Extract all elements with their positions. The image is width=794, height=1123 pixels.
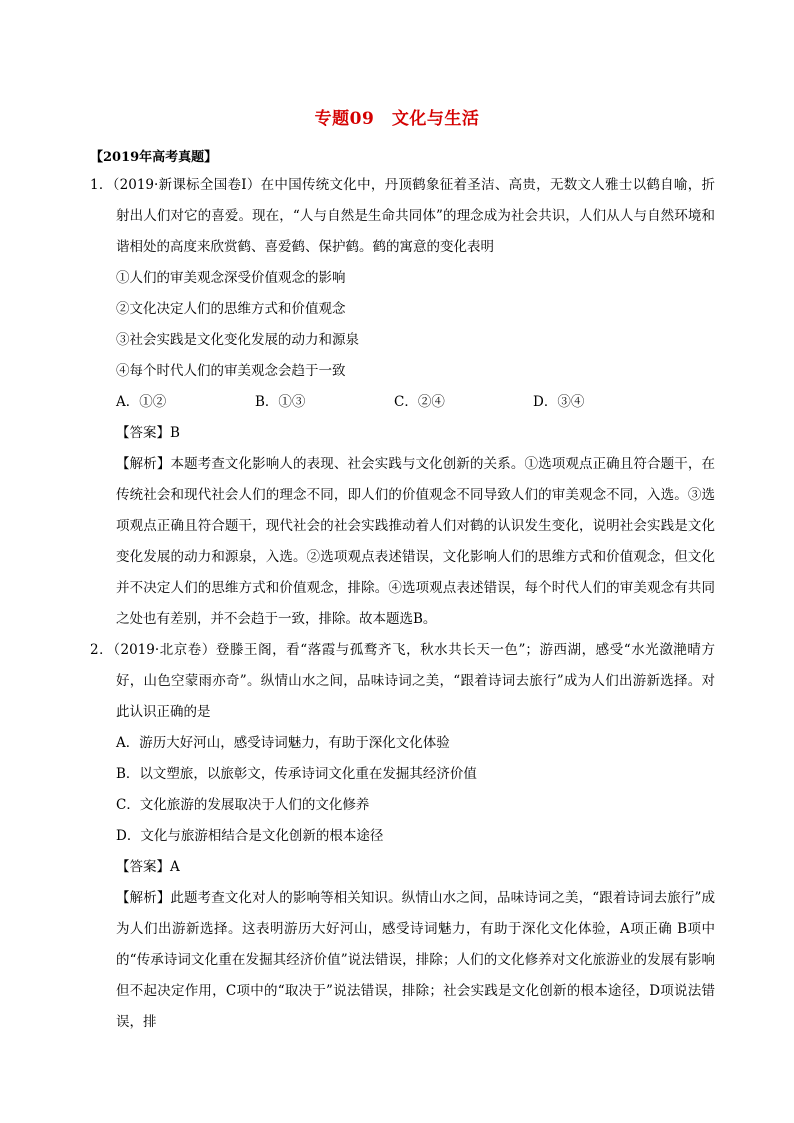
question-2 [90, 635, 715, 1038]
choice-a: A．①② [116, 394, 167, 410]
question-2-analysis: 【解析】此题考查文化对人的影响等相关知识。纵情山水之间，品味诗词之美，“跟着诗词去旅行”成为人们出游新选择。这表明游历大好河山，感受诗词魅力，有助于深化文化体验，A项正确 B项中的“传承诗词文化重在发掘其经济价值”说法错误，排除；人们的文化修养对文化旅游业的发展有影响但不起决定作用，C项中的“取决于”说法错误，排除；社会实践是文化创新的根本途径，D项说法错误，排 [116, 890, 715, 1030]
question-2-stem: 2．（2019·北京卷）登滕王阁，看“落霞与孤鹜齐飞，秋水共长天一色”；游西湖，感受“水光潋滟晴方好，山色空蒙雨亦奇”。纵情山水之间，品味诗词之美，“跟着诗词去旅行”成为人们出游新选择。对此认识正确的是 [90, 642, 715, 720]
question-1-item: ②文化决定人们的思维方式和价值观念 [116, 301, 346, 317]
question-1-item: ③社会实践是文化变化发展的动力和源泉 [116, 332, 359, 348]
question-1-items [90, 263, 715, 449]
question-1-item: ④每个时代人们的审美观念会趋于一致 [116, 363, 346, 379]
question-1-answer: 【答案】B [116, 425, 180, 441]
section-label: 【2019年高考真题】 [90, 150, 218, 165]
choice-d: D．③④ [533, 394, 585, 410]
question-1-item: ①人们的审美观念深受价值观念的影响 [116, 270, 346, 286]
question-2-option: C．文化旅游的发展取决于人们的文化修养 [116, 797, 370, 813]
question-2-option: A．游历大好河山，感受诗词魅力，有助于深化文化体验 [116, 735, 450, 751]
question-2-answer: 【答案】A [116, 859, 180, 875]
choice-b: B．①③ [255, 394, 306, 410]
question-1-stem: 1．（2019·新课标全国卷Ⅰ）在中国传统文化中，丹顶鹤象征着圣洁、高贵，无数文人雅士以鹤自喻，折射出人们对它的喜爱。现在，“人与自然是生命共同体”的理念成为社会共识，人们从人与自然环境和谐相处的高度来欣赏鹤、喜爱鹤、保护鹤。鹤的寓意的变化表明 [90, 177, 715, 255]
question-1 [90, 170, 715, 635]
page-title: 专题09 文化与生活 [314, 109, 480, 129]
question-1-analysis: 【解析】本题考查文化影响人的表现、社会实践与文化创新的关系。①选项观点正确且符合题干，在传统社会和现代社会人们的理念不同，即人们的价值观念不同导致人们的审美观念不同，入选。③选项观点正确且符合题干，现代社会的社会实践推动着人们对鹤的认识发生变化，说明社会实践是文化变化发展的动力和源泉，入选。②选项观点表述错误，文化影响人们的思维方式和价值观念，但文化并不决定人们的思维方式和价值观念，排除。④选项观点表述错误，每个时代人们的审美观念有共同之处也有差别，并不会趋于一致，排除。故本题选B。 [116, 456, 715, 627]
question-2-option: B．以文塑旅，以旅彰文，传承诗词文化重在发掘其经济价值 [116, 766, 477, 782]
question-2-option: D．文化与旅游相结合是文化创新的根本途径 [116, 828, 384, 844]
question-1-choices [116, 387, 715, 418]
question-2-options [90, 728, 715, 883]
choice-c: C．②④ [394, 394, 445, 410]
